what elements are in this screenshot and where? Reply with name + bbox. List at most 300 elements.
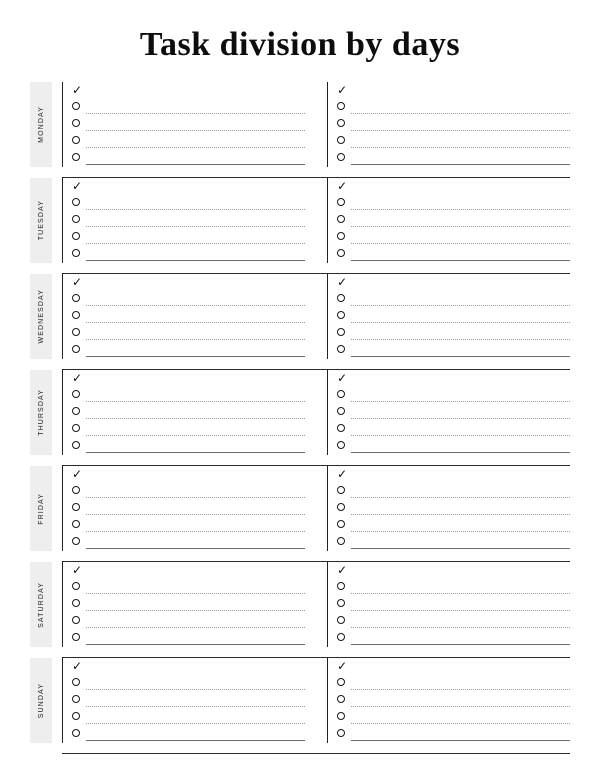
- task-write-line[interactable]: [86, 417, 305, 419]
- task-row[interactable]: [337, 579, 570, 596]
- circle-outline-icon: [72, 520, 80, 528]
- task-row[interactable]: [72, 274, 305, 291]
- weekly-planner: [30, 82, 570, 754]
- task-write-line[interactable]: [86, 163, 305, 165]
- task-row[interactable]: [72, 325, 305, 342]
- task-row[interactable]: [337, 308, 570, 325]
- task-write-line[interactable]: [86, 609, 305, 611]
- task-row[interactable]: [337, 246, 570, 263]
- day-label: FRIDAY: [37, 492, 45, 525]
- task-row[interactable]: [337, 517, 570, 534]
- circle-checkbox-icon[interactable]: [337, 246, 351, 263]
- task-write-line[interactable]: [351, 112, 570, 114]
- circle-checkbox-icon[interactable]: [72, 404, 86, 421]
- circle-checkbox-icon[interactable]: [337, 596, 351, 613]
- task-row[interactable]: [72, 562, 305, 579]
- task-write-line[interactable]: [86, 451, 305, 453]
- circle-checkbox-icon[interactable]: [337, 421, 351, 438]
- check-glyph: ✓: [72, 178, 83, 193]
- day-block: [30, 370, 570, 455]
- circle-checkbox-icon[interactable]: [72, 613, 86, 630]
- task-write-line[interactable]: [351, 722, 570, 724]
- task-row[interactable]: [72, 596, 305, 613]
- task-row[interactable]: [337, 438, 570, 455]
- circle-outline-icon: [337, 729, 345, 737]
- circle-outline-icon: [72, 486, 80, 494]
- check-glyph: ✓: [337, 466, 348, 481]
- day-tab-monday: [30, 82, 52, 167]
- task-column: [327, 466, 570, 551]
- task-row[interactable]: [72, 438, 305, 455]
- circle-outline-icon: [72, 503, 80, 511]
- task-write-line[interactable]: [86, 338, 305, 340]
- task-row[interactable]: [337, 116, 570, 133]
- task-row[interactable]: [72, 308, 305, 325]
- check-icon[interactable]: [72, 274, 86, 291]
- circle-outline-icon: [337, 678, 345, 686]
- task-write-line[interactable]: [351, 643, 570, 645]
- circle-outline-icon: [337, 407, 345, 415]
- circle-checkbox-icon[interactable]: [337, 308, 351, 325]
- task-write-line[interactable]: [351, 451, 570, 453]
- circle-checkbox-icon[interactable]: [337, 534, 351, 551]
- circle-checkbox-icon[interactable]: [337, 726, 351, 743]
- task-row[interactable]: [72, 99, 305, 116]
- task-write-line[interactable]: [351, 96, 570, 97]
- task-row[interactable]: [72, 421, 305, 438]
- circle-outline-icon: [337, 215, 345, 223]
- task-write-line[interactable]: [86, 146, 305, 148]
- task-write-line[interactable]: [351, 688, 570, 690]
- task-row[interactable]: [72, 82, 305, 99]
- circle-checkbox-icon[interactable]: [72, 195, 86, 212]
- check-glyph: ✓: [72, 466, 83, 481]
- task-row[interactable]: [337, 596, 570, 613]
- check-icon[interactable]: [72, 658, 86, 675]
- day-block: [30, 82, 570, 167]
- circle-outline-icon: [337, 695, 345, 703]
- check-glyph: ✓: [337, 274, 348, 289]
- circle-outline-icon: [72, 441, 80, 449]
- task-write-line[interactable]: [351, 192, 570, 193]
- circle-checkbox-icon[interactable]: [72, 133, 86, 150]
- circle-checkbox-icon[interactable]: [72, 150, 86, 167]
- task-write-line[interactable]: [351, 321, 570, 323]
- task-row[interactable]: [72, 404, 305, 421]
- circle-checkbox-icon[interactable]: [337, 212, 351, 229]
- task-write-line[interactable]: [86, 96, 305, 97]
- task-row[interactable]: [337, 483, 570, 500]
- circle-outline-icon: [72, 424, 80, 432]
- task-column: [327, 178, 570, 263]
- task-row[interactable]: [72, 709, 305, 726]
- circle-outline-icon: [337, 537, 345, 545]
- task-write-line[interactable]: [351, 288, 570, 289]
- task-row[interactable]: [337, 466, 570, 483]
- task-write-line[interactable]: [351, 672, 570, 673]
- task-row[interactable]: [337, 404, 570, 421]
- circle-checkbox-icon[interactable]: [337, 229, 351, 246]
- task-write-line[interactable]: [86, 547, 305, 549]
- check-icon[interactable]: [337, 82, 351, 99]
- task-write-line[interactable]: [351, 384, 570, 385]
- check-icon[interactable]: [337, 562, 351, 579]
- task-row[interactable]: [337, 133, 570, 150]
- circle-outline-icon: [72, 249, 80, 257]
- task-write-line[interactable]: [86, 434, 305, 436]
- task-row[interactable]: [72, 133, 305, 150]
- check-glyph: ✓: [337, 658, 348, 673]
- task-row[interactable]: [72, 534, 305, 551]
- day-block: [30, 658, 570, 743]
- check-icon[interactable]: [337, 274, 351, 291]
- circle-outline-icon: [337, 294, 345, 302]
- circle-checkbox-icon[interactable]: [337, 99, 351, 116]
- circle-checkbox-icon[interactable]: [337, 500, 351, 517]
- circle-outline-icon: [337, 633, 345, 641]
- task-column: [62, 562, 305, 647]
- task-write-line[interactable]: [86, 576, 305, 577]
- task-row[interactable]: [72, 658, 305, 675]
- check-icon[interactable]: [72, 178, 86, 195]
- task-row[interactable]: [337, 370, 570, 387]
- task-write-line[interactable]: [86, 129, 305, 131]
- task-row[interactable]: [72, 195, 305, 212]
- task-row[interactable]: [72, 150, 305, 167]
- circle-checkbox-icon[interactable]: [337, 404, 351, 421]
- circle-outline-icon: [72, 729, 80, 737]
- task-row[interactable]: [337, 178, 570, 195]
- task-row[interactable]: [72, 212, 305, 229]
- circle-checkbox-icon[interactable]: [337, 613, 351, 630]
- task-write-line[interactable]: [351, 592, 570, 594]
- day-tab-friday: [30, 466, 52, 551]
- task-row[interactable]: [72, 229, 305, 246]
- circle-checkbox-icon[interactable]: [337, 692, 351, 709]
- task-row[interactable]: [72, 726, 305, 743]
- task-row[interactable]: [337, 229, 570, 246]
- circle-checkbox-icon[interactable]: [337, 483, 351, 500]
- task-write-line[interactable]: [86, 259, 305, 261]
- circle-outline-icon: [72, 328, 80, 336]
- task-write-line[interactable]: [351, 609, 570, 611]
- task-row[interactable]: [72, 466, 305, 483]
- task-write-line[interactable]: [351, 434, 570, 436]
- task-column: [62, 370, 305, 455]
- circle-checkbox-icon[interactable]: [72, 421, 86, 438]
- check-glyph: ✓: [72, 274, 83, 289]
- task-write-line[interactable]: [86, 304, 305, 306]
- day-label: SUNDAY: [37, 682, 45, 719]
- day-columns: [62, 274, 570, 359]
- circle-checkbox-icon[interactable]: [72, 325, 86, 342]
- check-icon[interactable]: [72, 562, 86, 579]
- check-glyph: ✓: [72, 370, 83, 385]
- task-row[interactable]: [72, 387, 305, 404]
- task-write-line[interactable]: [351, 208, 570, 210]
- circle-outline-icon: [337, 153, 345, 161]
- task-row[interactable]: [337, 709, 570, 726]
- circle-outline-icon: [72, 294, 80, 302]
- check-icon[interactable]: [337, 370, 351, 387]
- task-row[interactable]: [72, 579, 305, 596]
- task-row[interactable]: [72, 246, 305, 263]
- circle-checkbox-icon[interactable]: [337, 517, 351, 534]
- task-write-line[interactable]: [86, 496, 305, 498]
- task-row[interactable]: [337, 342, 570, 359]
- check-glyph: ✓: [72, 562, 83, 577]
- task-write-line[interactable]: [86, 592, 305, 594]
- circle-outline-icon: [337, 503, 345, 511]
- circle-checkbox-icon[interactable]: [72, 308, 86, 325]
- circle-checkbox-icon[interactable]: [72, 579, 86, 596]
- circle-checkbox-icon[interactable]: [72, 709, 86, 726]
- circle-checkbox-icon[interactable]: [337, 387, 351, 404]
- task-row[interactable]: [72, 517, 305, 534]
- task-write-line[interactable]: [86, 321, 305, 323]
- circle-checkbox-icon[interactable]: [72, 116, 86, 133]
- task-row[interactable]: [337, 99, 570, 116]
- task-row[interactable]: [337, 195, 570, 212]
- circle-checkbox-icon[interactable]: [72, 517, 86, 534]
- circle-outline-icon: [337, 119, 345, 127]
- circle-checkbox-icon[interactable]: [337, 630, 351, 647]
- task-row[interactable]: [337, 562, 570, 579]
- task-column: [62, 274, 305, 359]
- task-write-line[interactable]: [351, 547, 570, 549]
- task-write-line[interactable]: [351, 417, 570, 419]
- day-label: SATURDAY: [37, 581, 45, 628]
- task-write-line[interactable]: [351, 242, 570, 244]
- task-row[interactable]: [337, 692, 570, 709]
- circle-checkbox-icon[interactable]: [337, 150, 351, 167]
- task-row[interactable]: [337, 630, 570, 647]
- circle-checkbox-icon[interactable]: [337, 195, 351, 212]
- task-write-line[interactable]: [351, 576, 570, 577]
- task-row[interactable]: [72, 291, 305, 308]
- circle-checkbox-icon[interactable]: [72, 483, 86, 500]
- task-write-line[interactable]: [86, 705, 305, 707]
- task-write-line[interactable]: [86, 722, 305, 724]
- task-write-line[interactable]: [86, 688, 305, 690]
- circle-checkbox-icon[interactable]: [337, 709, 351, 726]
- circle-outline-icon: [72, 232, 80, 240]
- circle-outline-icon: [337, 582, 345, 590]
- task-write-line[interactable]: [351, 338, 570, 340]
- task-row[interactable]: [337, 500, 570, 517]
- circle-checkbox-icon[interactable]: [72, 675, 86, 692]
- task-write-line[interactable]: [351, 259, 570, 261]
- check-icon[interactable]: [72, 82, 86, 99]
- day-columns: [62, 82, 570, 167]
- task-row[interactable]: [337, 82, 570, 99]
- circle-checkbox-icon[interactable]: [337, 291, 351, 308]
- day-label: THURSDAY: [37, 389, 45, 436]
- page-title: Task division by days: [139, 26, 461, 63]
- circle-outline-icon: [337, 486, 345, 494]
- day-tab-tuesday: [30, 178, 52, 263]
- circle-checkbox-icon[interactable]: [337, 675, 351, 692]
- task-write-line[interactable]: [86, 739, 305, 741]
- task-write-line[interactable]: [86, 530, 305, 532]
- task-write-line[interactable]: [351, 480, 570, 481]
- circle-checkbox-icon[interactable]: [72, 438, 86, 455]
- circle-checkbox-icon[interactable]: [72, 99, 86, 116]
- circle-outline-icon: [72, 390, 80, 398]
- circle-checkbox-icon[interactable]: [72, 387, 86, 404]
- circle-outline-icon: [72, 345, 80, 353]
- task-write-line[interactable]: [351, 355, 570, 357]
- circle-outline-icon: [337, 345, 345, 353]
- check-glyph: ✓: [337, 562, 348, 577]
- task-write-line[interactable]: [351, 705, 570, 707]
- task-row[interactable]: [337, 421, 570, 438]
- task-write-line[interactable]: [86, 400, 305, 402]
- circle-checkbox-icon[interactable]: [337, 133, 351, 150]
- circle-checkbox-icon[interactable]: [72, 212, 86, 229]
- task-write-line[interactable]: [86, 355, 305, 357]
- task-column: [327, 562, 570, 647]
- task-row[interactable]: [72, 500, 305, 517]
- check-icon[interactable]: [337, 658, 351, 675]
- task-write-line[interactable]: [86, 225, 305, 227]
- task-write-line[interactable]: [86, 626, 305, 628]
- day-label: WEDNESDAY: [37, 289, 45, 344]
- circle-checkbox-icon[interactable]: [72, 692, 86, 709]
- task-write-line[interactable]: [351, 129, 570, 131]
- task-write-line[interactable]: [351, 146, 570, 148]
- day-separator: [62, 753, 570, 754]
- task-row[interactable]: [337, 325, 570, 342]
- circle-outline-icon: [72, 712, 80, 720]
- task-write-line[interactable]: [351, 225, 570, 227]
- check-icon[interactable]: [337, 466, 351, 483]
- day-tab-saturday: [30, 562, 52, 647]
- circle-checkbox-icon[interactable]: [72, 596, 86, 613]
- circle-outline-icon: [72, 311, 80, 319]
- circle-checkbox-icon[interactable]: [72, 291, 86, 308]
- day-tab-wednesday: [30, 274, 52, 359]
- task-row[interactable]: [72, 116, 305, 133]
- circle-outline-icon: [72, 136, 80, 144]
- circle-outline-icon: [72, 407, 80, 415]
- task-write-line[interactable]: [86, 384, 305, 385]
- circle-outline-icon: [72, 582, 80, 590]
- task-write-line[interactable]: [351, 304, 570, 306]
- circle-outline-icon: [72, 695, 80, 703]
- task-write-line[interactable]: [351, 400, 570, 402]
- task-row[interactable]: [337, 274, 570, 291]
- task-row[interactable]: [337, 613, 570, 630]
- task-row[interactable]: [337, 387, 570, 404]
- circle-checkbox-icon[interactable]: [337, 438, 351, 455]
- task-write-line[interactable]: [86, 288, 305, 289]
- task-write-line[interactable]: [351, 163, 570, 165]
- task-column: [327, 274, 570, 359]
- task-write-line[interactable]: [86, 242, 305, 244]
- circle-outline-icon: [337, 198, 345, 206]
- task-write-line[interactable]: [351, 496, 570, 498]
- task-row[interactable]: [337, 658, 570, 675]
- task-row[interactable]: [337, 150, 570, 167]
- circle-checkbox-icon[interactable]: [337, 325, 351, 342]
- task-row[interactable]: [72, 483, 305, 500]
- check-icon[interactable]: [337, 178, 351, 195]
- task-row[interactable]: [337, 675, 570, 692]
- task-row[interactable]: [72, 342, 305, 359]
- circle-checkbox-icon[interactable]: [72, 500, 86, 517]
- task-write-line[interactable]: [86, 672, 305, 673]
- circle-outline-icon: [72, 102, 80, 110]
- task-row[interactable]: [72, 630, 305, 647]
- circle-outline-icon: [337, 102, 345, 110]
- check-icon[interactable]: [72, 466, 86, 483]
- task-write-line[interactable]: [351, 530, 570, 532]
- day-columns: [62, 178, 570, 263]
- check-glyph: ✓: [337, 370, 348, 385]
- task-write-line[interactable]: [86, 513, 305, 515]
- task-write-line[interactable]: [86, 208, 305, 210]
- check-glyph: ✓: [72, 658, 83, 673]
- task-row[interactable]: [337, 726, 570, 743]
- circle-outline-icon: [72, 153, 80, 161]
- day-tab-thursday: [30, 370, 52, 455]
- circle-checkbox-icon[interactable]: [337, 342, 351, 359]
- task-row[interactable]: [72, 178, 305, 195]
- circle-outline-icon: [337, 136, 345, 144]
- task-row[interactable]: [72, 692, 305, 709]
- circle-outline-icon: [337, 520, 345, 528]
- task-row[interactable]: [72, 370, 305, 387]
- task-write-line[interactable]: [86, 480, 305, 481]
- task-write-line[interactable]: [86, 192, 305, 193]
- circle-outline-icon: [337, 599, 345, 607]
- circle-outline-icon: [72, 215, 80, 223]
- circle-outline-icon: [337, 249, 345, 257]
- task-write-line[interactable]: [351, 513, 570, 515]
- circle-checkbox-icon[interactable]: [72, 726, 86, 743]
- circle-checkbox-icon[interactable]: [72, 342, 86, 359]
- task-row[interactable]: [337, 291, 570, 308]
- circle-outline-icon: [337, 328, 345, 336]
- task-row[interactable]: [72, 613, 305, 630]
- task-column: [62, 178, 305, 263]
- day-block: [30, 562, 570, 647]
- task-row[interactable]: [72, 675, 305, 692]
- task-row[interactable]: [337, 212, 570, 229]
- circle-outline-icon: [337, 712, 345, 720]
- day-block: [30, 178, 570, 263]
- task-column: [327, 82, 570, 167]
- circle-checkbox-icon[interactable]: [72, 246, 86, 263]
- circle-checkbox-icon[interactable]: [72, 630, 86, 647]
- task-write-line[interactable]: [351, 739, 570, 741]
- circle-checkbox-icon[interactable]: [337, 579, 351, 596]
- task-write-line[interactable]: [86, 643, 305, 645]
- circle-outline-icon: [337, 311, 345, 319]
- day-block: [30, 274, 570, 359]
- task-write-line[interactable]: [351, 626, 570, 628]
- circle-checkbox-icon[interactable]: [72, 534, 86, 551]
- check-icon[interactable]: [72, 370, 86, 387]
- circle-checkbox-icon[interactable]: [72, 229, 86, 246]
- circle-checkbox-icon[interactable]: [337, 116, 351, 133]
- task-write-line[interactable]: [86, 112, 305, 114]
- circle-outline-icon: [337, 232, 345, 240]
- day-columns: [62, 658, 570, 743]
- task-row[interactable]: [337, 534, 570, 551]
- circle-outline-icon: [72, 198, 80, 206]
